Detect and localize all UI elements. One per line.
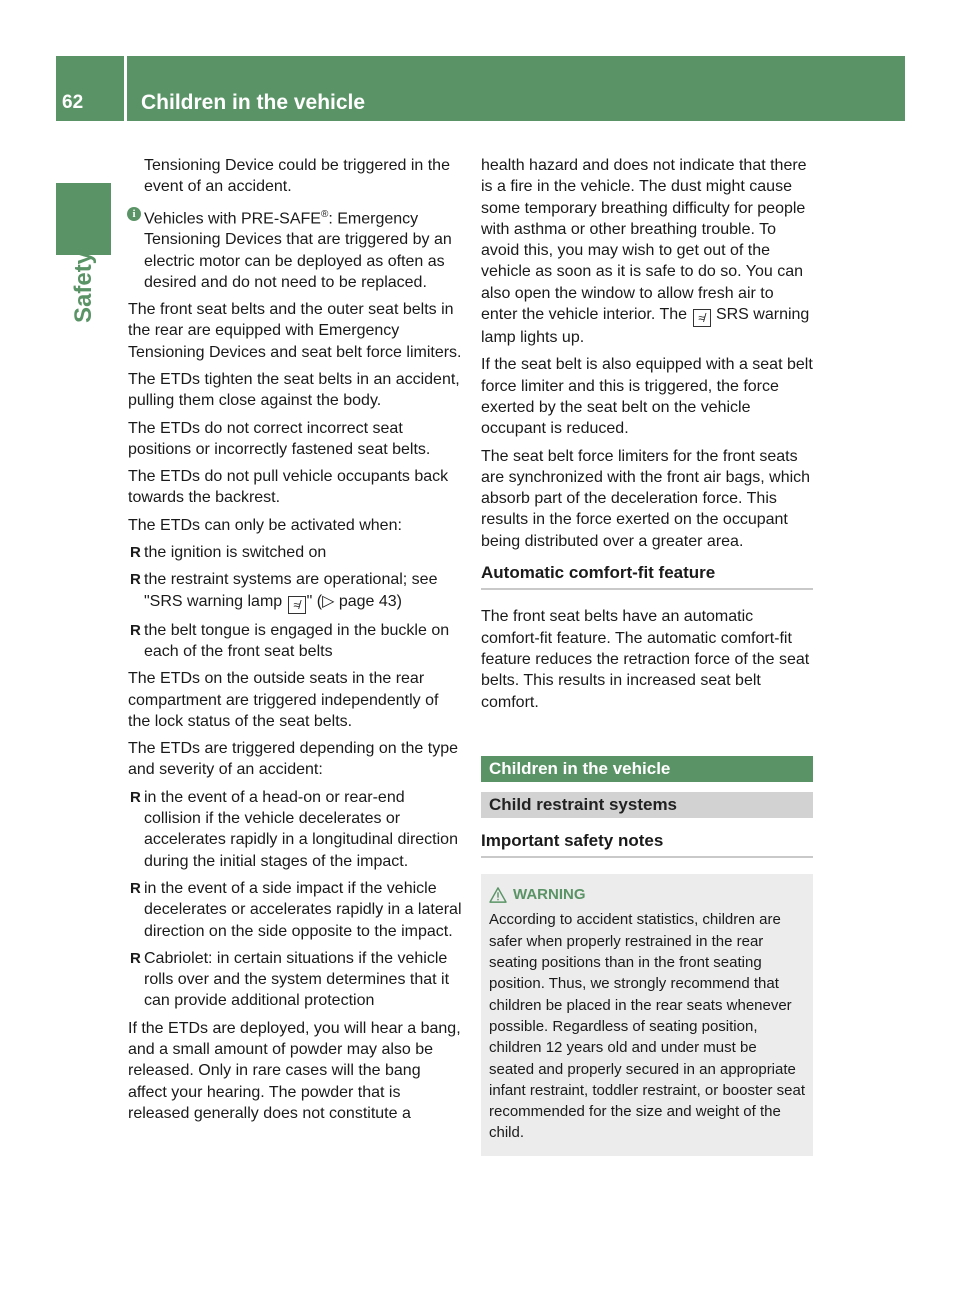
- warning-box: [481, 874, 813, 1156]
- paragraph: The seat belt force limiters for the front seats are synchronized with the front air bags, which absorb part of the deceleration force. This results in the force exerted on the occupant being distributed over a greater area.: [481, 447, 811, 550]
- bullet-icon: R: [130, 571, 141, 589]
- side-tab-marker: [56, 183, 111, 255]
- list-item: R in the event of a head-on or rear-end collision if the vehicle decelerates or accelerates rapidly in a longitudinal direction during the initial stages of the impact.: [130, 788, 458, 870]
- info-icon: i: [127, 207, 141, 221]
- bullet-icon: R: [130, 621, 141, 639]
- warning-triangle-icon: [489, 887, 507, 903]
- activation-conditions-list: [128, 542, 462, 662]
- srs-warning-lamp-icon: ≉: [693, 309, 711, 327]
- paragraph: The front seat belts and the outer seat belts in the rear are equipped with Emergency Tensioning Devices and seat belt force limiters.: [128, 301, 462, 361]
- warning-title: WARNING: [513, 886, 586, 904]
- paragraph-continued: health hazard and does not indicate that there is a fire in the vehicle. The dust might cause some temporary breathing difficulty for people with asthma or other breathing trouble. To avoid this, you may wish to get out of the vehicle as soon as it is safe to do so. You can also open the window to allow fresh air to enter the vehicle interior. The ≉ SRS warning lamp lights up.: [481, 157, 810, 347]
- bullet-icon: R: [130, 879, 141, 897]
- list-item: R the ignition is switched on: [128, 542, 462, 563]
- left-column: [128, 155, 462, 1130]
- page-number: 62: [62, 92, 84, 113]
- paragraph: The ETDs tighten the seat belts in an accident, pulling them close against the body.: [128, 371, 460, 410]
- subsection-heading: Important safety notes: [481, 830, 813, 858]
- paragraph: The front seat belts have an automatic comfort-fit feature. The automatic comfort-fit feature reduces the retraction force of the seat belts. This results in increased seat belt comfort.: [481, 608, 810, 711]
- srs-warning-lamp-icon: ≉: [288, 596, 306, 614]
- section-heading: Child restraint systems: [481, 792, 813, 818]
- bullet-icon: R: [130, 949, 141, 967]
- registered-mark: ®: [320, 208, 329, 220]
- warning-text: According to accident statistics, children are safer when properly restrained in the rear seating positions than in the front seating position. Thus, we strongly recommend that children be placed in the rear seats whenever possible. Regardless of seating position, children 12 years old and under must be seated and properly secured in an appropriate infant restraint, toddler restraint, or booster seat recommended for the size and weight of the child.: [489, 911, 805, 1142]
- paragraph: The ETDs do not pull vehicle occupants back towards the backrest.: [128, 468, 449, 507]
- paragraph: The ETDs are triggered depending on the type and severity of an accident:: [128, 740, 458, 779]
- paragraph: The ETDs can only be activated when:: [128, 516, 402, 534]
- paragraph: If the seat belt is also equipped with a seat belt force limiter and this is triggered, the force exerted by the seat belt on the vehicle occupant is reduced.: [481, 356, 813, 438]
- section-heading-comfort-fit: Automatic comfort-fit feature: [481, 562, 813, 590]
- info-text-post: : Emergency Tensioning Devices that are triggered by an electric motor can be deployed as often as desired and do not need to be replaced.: [144, 209, 452, 291]
- paragraph: If the ETDs are deployed, you will hear a bang, and a small amount of powder may also be released. Only in rare cases will the bang affect your hearing. The powder that is released generally does not constitute a: [128, 1019, 461, 1122]
- side-tab-label: Safety: [70, 250, 97, 323]
- bullet-icon: R: [130, 788, 141, 806]
- warning-header: [489, 884, 805, 905]
- list-item: R the belt tongue is engaged in the buckle on each of the front seat belts: [130, 621, 450, 660]
- page-reference-link[interactable]: " (▷ page 43): [306, 592, 402, 610]
- paragraph-continued: Tensioning Device could be triggered in the event of an accident.: [144, 157, 450, 196]
- bullet-icon: R: [130, 544, 141, 562]
- page-title: Children in the vehicle: [141, 91, 366, 114]
- trigger-conditions-list: [128, 787, 462, 1012]
- list-item: R the restraint systems are operational; see "SRS warning lamp ≉ " (▷ page 43): [130, 571, 438, 612]
- list-item: R Cabriolet: in certain situations if the vehicle rolls over and the system determines that it can provide additional protection: [130, 949, 450, 1010]
- chapter-heading: Children in the vehicle: [481, 756, 813, 782]
- header-separator: [124, 56, 127, 121]
- list-item: R in the event of a side impact if the vehicle decelerates or accelerates rapidly in a lateral direction on the side opposite to the impact.: [130, 879, 462, 940]
- info-text-pre: Vehicles with PRE-SAFE: [144, 209, 321, 227]
- info-note: [128, 204, 462, 294]
- paragraph: The ETDs on the outside seats in the rear compartment are triggered independently of the lock status of the seat belts.: [128, 670, 439, 730]
- right-column: [481, 155, 813, 1156]
- paragraph: The ETDs do not correct incorrect seat positions or incorrectly fastened seat belts.: [128, 419, 431, 458]
